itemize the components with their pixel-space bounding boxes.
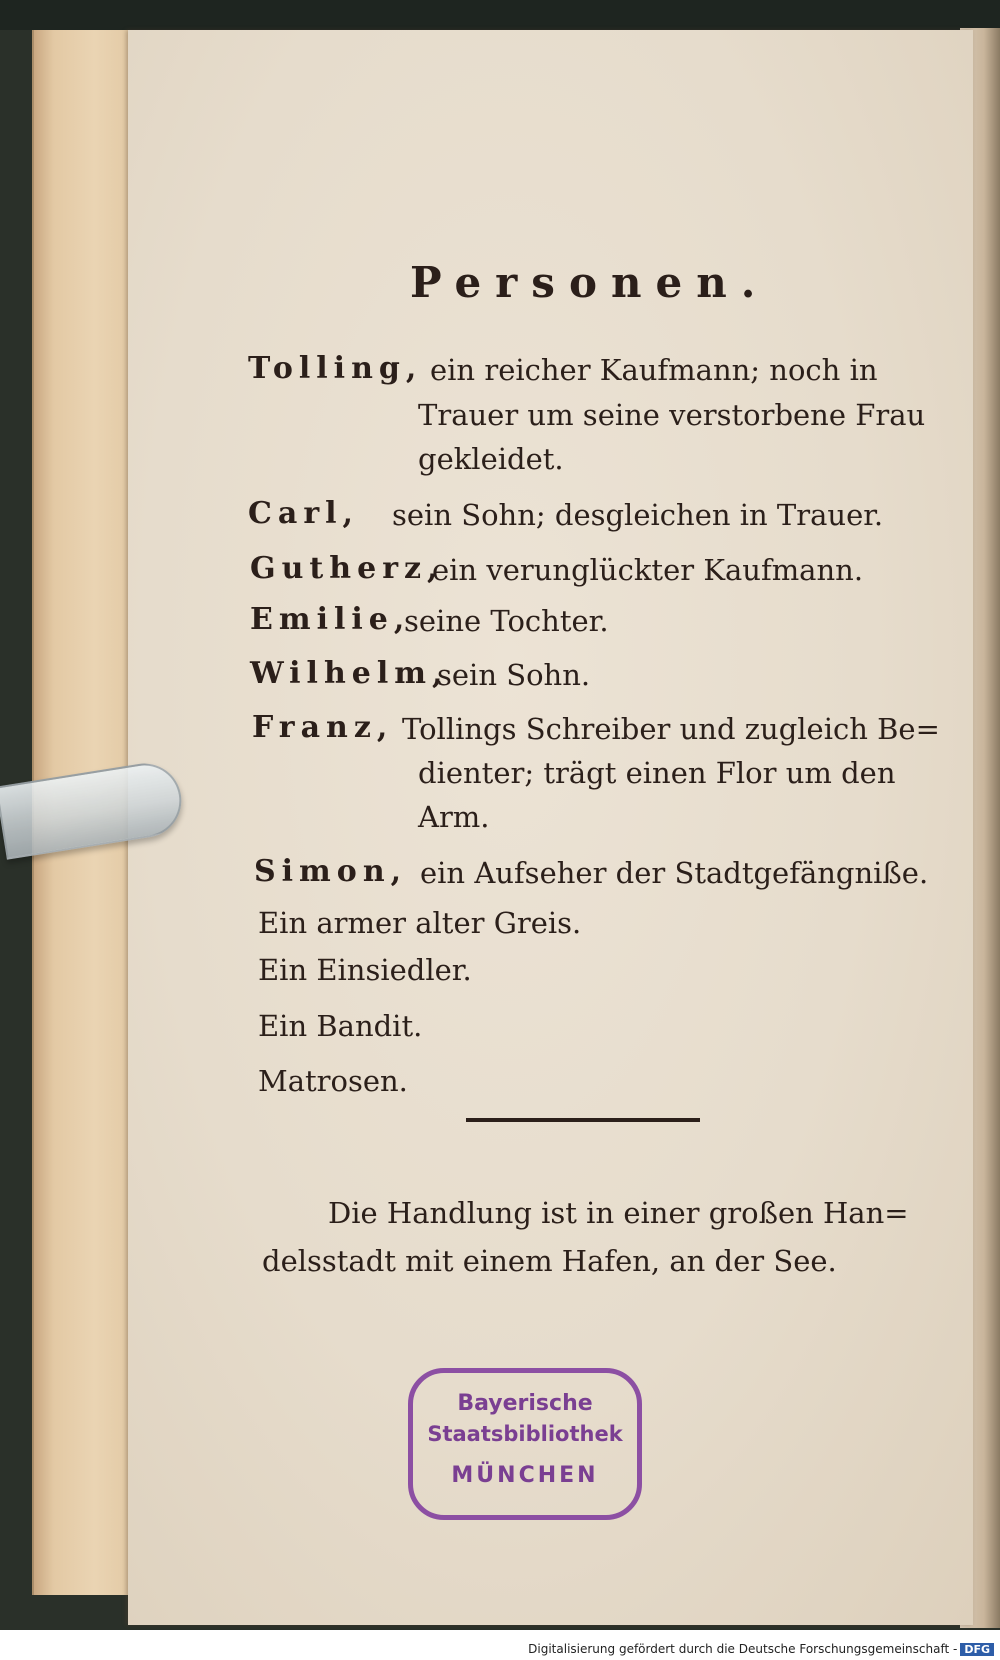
dfg-logo-icon: DFG (960, 1643, 994, 1656)
character-name: Franz, (252, 710, 394, 745)
stamp-line: Bayerische (457, 1391, 593, 1416)
character-desc: dienter; trägt einen Flor um den (418, 756, 896, 790)
character-name: Gutherz, (250, 551, 444, 586)
character-name: Tolling, (248, 351, 423, 386)
character-desc: gekleidet. (418, 442, 564, 476)
stamp-line: Staatsbibliothek (427, 1422, 623, 1446)
character-other: Matrosen. (258, 1064, 408, 1098)
character-name: Emilie, (250, 602, 411, 637)
divider-rule (466, 1118, 700, 1122)
character-other: Ein armer alter Greis. (258, 906, 582, 940)
character-name: Wilhelm, (250, 656, 449, 691)
character-desc: Arm. (418, 800, 490, 834)
character-desc: ein Aufseher der Stadtgefängniße. (420, 856, 929, 890)
character-desc: seine Tochter. (404, 604, 609, 638)
character-desc: ein verunglückter Kaufmann. (432, 553, 864, 587)
stamp-line: MÜNCHEN (451, 1463, 599, 1488)
background-top (0, 0, 1000, 30)
character-name: Carl, (248, 496, 359, 531)
footer-credit (528, 1642, 994, 1656)
character-desc: sein Sohn; desgleichen in Trauer. (392, 498, 884, 532)
page-title: Personen. (410, 258, 770, 307)
character-desc: ein reicher Kaufmann; noch in (430, 353, 878, 387)
setting-line: Die Handlung ist in einer großen Han= (328, 1196, 909, 1230)
library-stamp (408, 1368, 642, 1520)
setting-line: delsstadt mit einem Hafen, an der See. (262, 1244, 837, 1278)
footer-text: Digitalisierung gefördert durch die Deutsche Forschungsgemeinschaft - (528, 1642, 958, 1656)
character-desc: Trauer um seine verstorbene Frau (418, 398, 926, 432)
character-other: Ein Bandit. (258, 1009, 423, 1043)
character-name: Simon, (254, 854, 408, 889)
character-desc: Tollings Schreiber und zugleich Be= (402, 712, 940, 746)
character-desc: sein Sohn. (437, 658, 591, 692)
character-other: Ein Einsiedler. (258, 953, 472, 987)
